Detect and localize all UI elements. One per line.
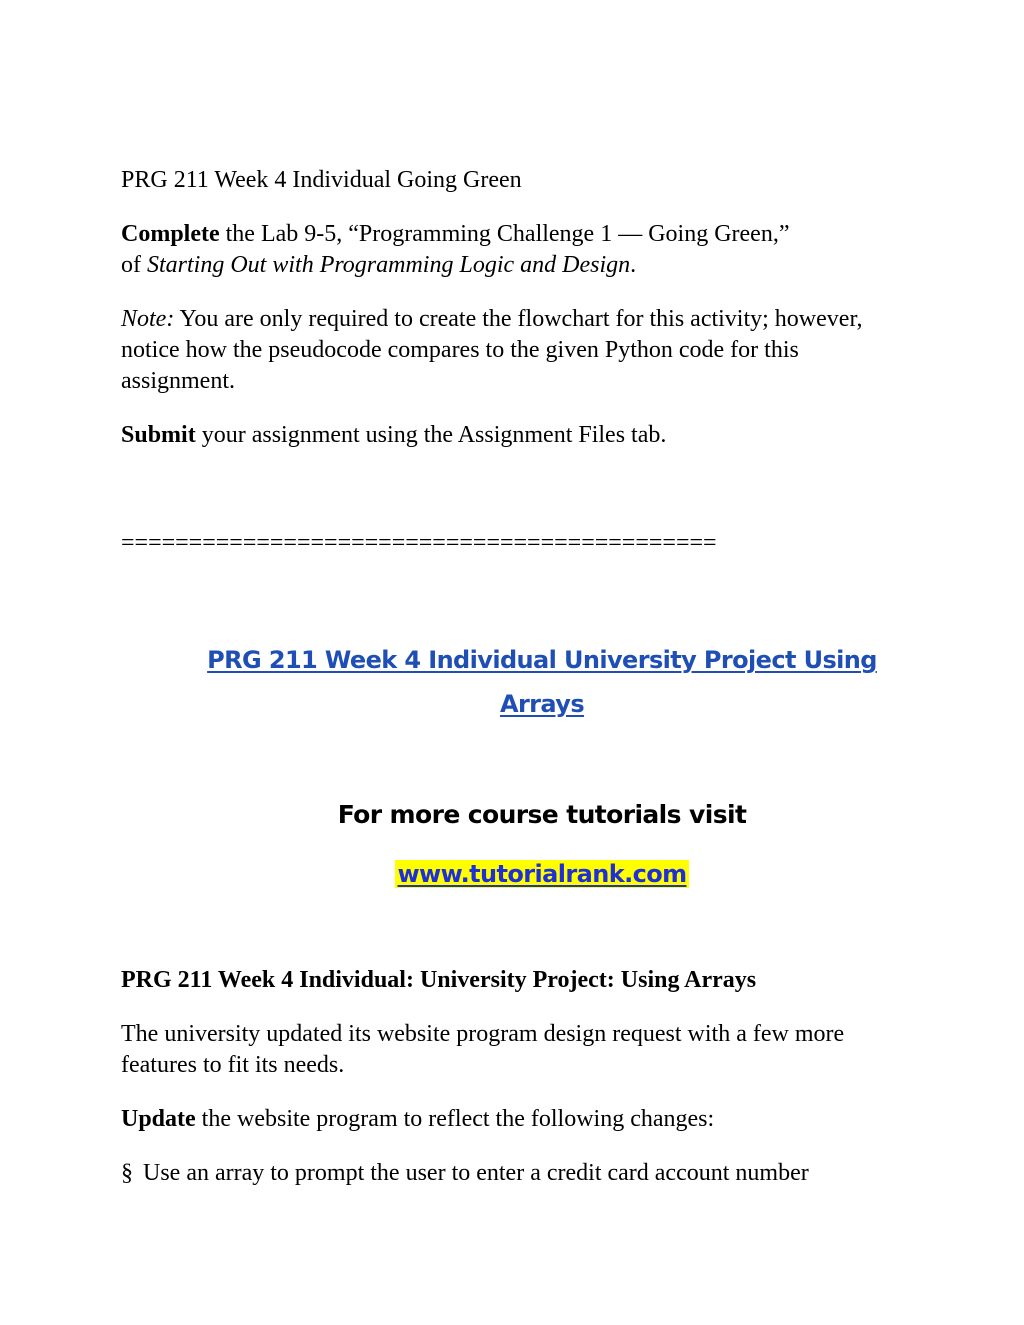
visit-text: For more course tutorials visit xyxy=(337,800,747,829)
note-text: You are only required to create the flowchart for this activity; however, notice how the pseudocode compares to the given Python code for this assignment. xyxy=(121,306,863,394)
note-paragraph xyxy=(121,304,911,397)
note-label: Note: xyxy=(121,306,175,332)
update-text: the website program to reflect the following changes: xyxy=(195,1106,715,1132)
course-link[interactable] xyxy=(207,646,877,718)
bullet-item xyxy=(121,1158,911,1189)
site-link-wrap xyxy=(200,855,884,893)
site-link[interactable]: www.tutorialrank.com xyxy=(397,860,687,888)
submit-text: your assignment using the Assignment Files tab. xyxy=(195,422,667,448)
submit-label: Submit xyxy=(121,422,196,448)
complete-of: of xyxy=(121,252,147,278)
university-heading: PRG 211 Week 4 Individual: University Project: Using Arrays xyxy=(121,967,757,993)
course-link-block xyxy=(200,638,884,726)
complete-paragraph xyxy=(121,219,911,281)
course-link-line2: Arrays xyxy=(499,690,585,718)
complete-text: the Lab 9-5, “Programming Challenge 1 — Going Green,” xyxy=(219,221,790,247)
course-link-line1: PRG 211 Week 4 Individual University Project Using xyxy=(207,646,877,674)
bullet-text: Use an array to prompt the user to enter a credit card account number xyxy=(143,1160,809,1186)
section-sign-bullet: § xyxy=(121,1160,133,1186)
update-label: Update xyxy=(121,1106,196,1132)
complete-period: . xyxy=(630,252,637,278)
complete-label: Complete xyxy=(121,221,220,247)
submit-paragraph xyxy=(121,420,911,451)
book-title: Starting Out with Programming Logic and Design xyxy=(147,252,631,278)
update-paragraph xyxy=(121,1104,911,1135)
section-title: PRG 211 Week 4 Individual Going Green xyxy=(121,167,522,193)
university-paragraph: The university updated its website program design request with a few more features to fit its needs. xyxy=(121,1021,845,1078)
separator-line: ============================================ xyxy=(121,530,717,556)
